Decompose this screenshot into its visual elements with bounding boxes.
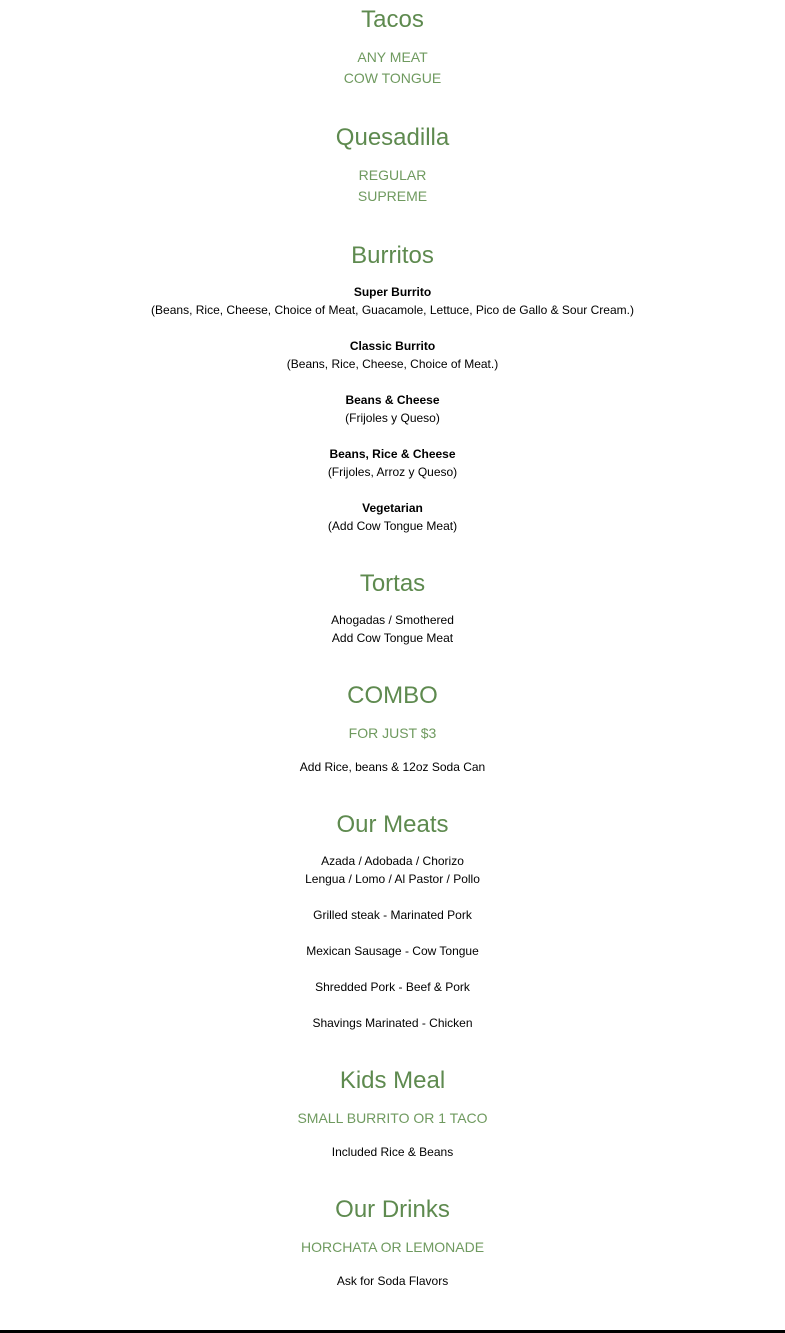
burrito-name: Super Burrito xyxy=(353,285,432,299)
drinks-title: Our Drinks xyxy=(335,1196,450,1223)
burrito-description: (Beans, Rice, Cheese, Choice of Meat.) xyxy=(286,357,499,371)
combo-title: COMBO xyxy=(347,682,438,709)
tacos-item: ANY MEAT xyxy=(357,49,428,65)
burrito-description: (Frijoles y Queso) xyxy=(345,411,440,425)
meats-group: Grilled steak - Marinated Pork xyxy=(313,908,472,922)
tortas-line: Ahogadas / Smothered xyxy=(331,613,454,627)
quesadilla-title: Quesadilla xyxy=(335,124,450,151)
kids-subtitle: SMALL BURRITO OR 1 TACO xyxy=(297,1110,488,1126)
burrito-name: Classic Burrito xyxy=(349,339,436,353)
tacos-title: Tacos xyxy=(361,6,424,33)
meats-group: Shredded Pork - Beef & Pork xyxy=(315,980,470,994)
combo-section xyxy=(0,682,785,776)
combo-subtitle: FOR JUST $3 xyxy=(348,725,437,741)
burrito-name: Vegetarian xyxy=(362,501,423,515)
meats-line: Lengua / Lomo / Al Pastor / Pollo xyxy=(305,872,480,886)
drinks-line: Ask for Soda Flavors xyxy=(336,1274,449,1288)
combo-line: Add Rice, beans & 12oz Soda Can xyxy=(299,760,486,774)
burrito-description: (Beans, Rice, Cheese, Choice of Meat, Guacamole, Lettuce, Pico de Gallo & Sour Cream.) xyxy=(151,303,634,317)
burrito-description: (Frijoles, Arroz y Queso) xyxy=(327,465,458,479)
kids-section xyxy=(0,1067,785,1161)
tortas-title: Tortas xyxy=(359,570,426,597)
burrito-name: Beans, Rice & Cheese xyxy=(329,447,456,461)
quesadilla-item: SUPREME xyxy=(357,188,428,204)
meats-section xyxy=(0,811,785,1032)
burritos-title: Burritos xyxy=(351,242,434,269)
meats-title: Our Meats xyxy=(336,811,449,838)
tortas-section xyxy=(0,570,785,647)
burrito-name: Beans & Cheese xyxy=(345,393,440,407)
kids-line: Included Rice & Beans xyxy=(331,1145,454,1159)
quesadilla-item: REGULAR xyxy=(358,167,427,183)
meats-group: Mexican Sausage - Cow Tongue xyxy=(306,944,479,958)
quesadilla-section xyxy=(0,124,785,207)
burrito-description: (Add Cow Tongue Meat) xyxy=(327,519,458,533)
tortas-line: Add Cow Tongue Meat xyxy=(331,631,454,645)
tacos-section xyxy=(0,6,785,89)
burritos-section xyxy=(0,242,785,535)
drinks-section xyxy=(0,1196,785,1290)
meats-group: Shavings Marinated - Chicken xyxy=(312,1016,473,1030)
meats-line: Azada / Adobada / Chorizo xyxy=(321,854,464,868)
drinks-subtitle: HORCHATA OR LEMONADE xyxy=(300,1239,485,1255)
kids-title: Kids Meal xyxy=(339,1067,446,1094)
tacos-item: COW TONGUE xyxy=(343,70,442,86)
